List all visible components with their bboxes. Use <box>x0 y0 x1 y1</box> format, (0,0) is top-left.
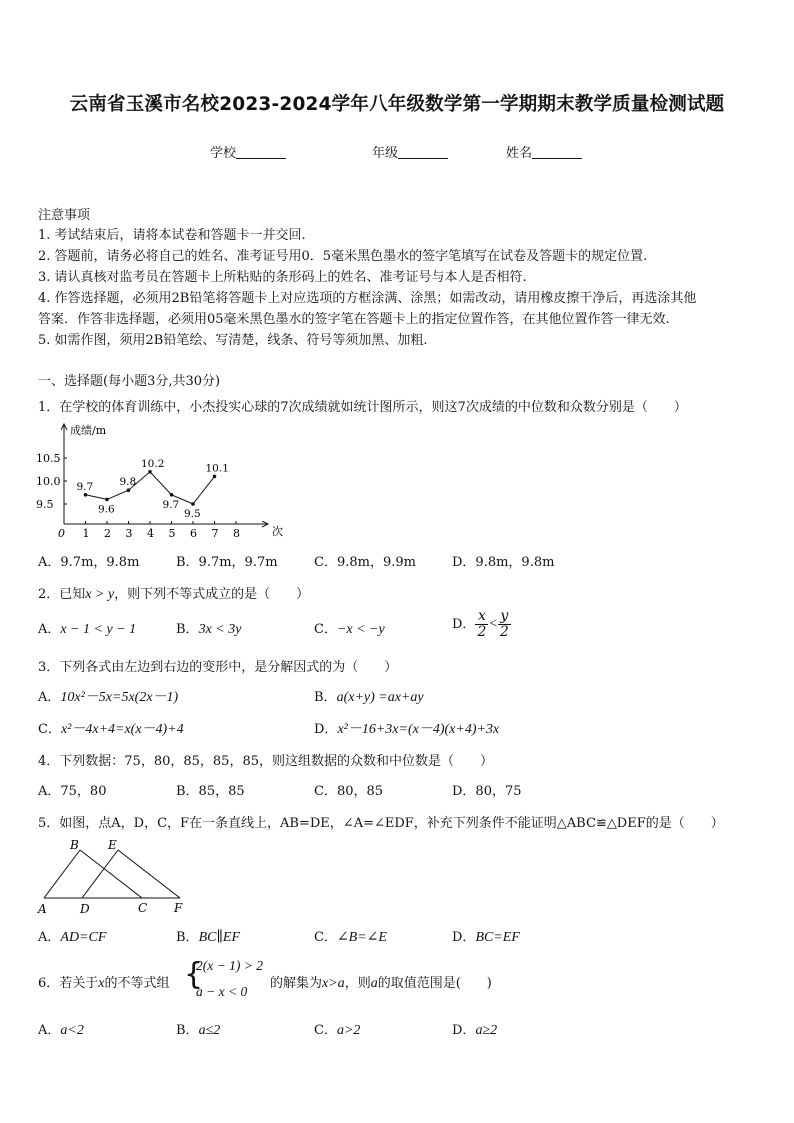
y-tick-label: 10.0 <box>36 475 61 488</box>
option-math: a<2 <box>60 1023 84 1038</box>
school-label: 学校 <box>210 146 237 161</box>
fraction-y-over-2: $\frac{y}{2}$ <box>499 608 509 640</box>
notes-heading: 注意事项 <box>38 208 91 223</box>
q2-stem <box>38 583 309 603</box>
q1-option-d[interactable]: D．9.8m，9.8m <box>452 555 555 570</box>
data-label: 9.7 <box>162 498 180 511</box>
option-label: D． <box>452 930 476 945</box>
data-label: 9.7 <box>76 480 94 493</box>
option-math: BC∥EF <box>198 930 241 945</box>
grade-field[interactable] <box>372 142 448 161</box>
q3-option-d[interactable] <box>314 718 499 738</box>
left-brace-icon: { <box>184 957 204 992</box>
option-math: x²－16+3x=(x－4)(x+4)+3x <box>337 722 500 737</box>
option-label: B． <box>176 622 199 637</box>
option-math: x²－4x+4=x(x－4)+4 <box>60 722 184 737</box>
data-point <box>170 493 174 497</box>
system-line-1: 2(x − 1) > 2 <box>196 958 263 973</box>
q5-option-c[interactable] <box>314 926 387 946</box>
x-tick-label: 3 <box>125 527 133 540</box>
q3-stem: 3．下列各式由左边到右边的变形中，是分解因式的为（ ） <box>38 660 398 675</box>
q5-option-d[interactable] <box>452 926 520 946</box>
q6-option-d[interactable] <box>452 1019 497 1039</box>
q1-line-chart <box>36 420 286 542</box>
q6-text-post1: 的解集为 <box>270 976 323 991</box>
q6-text-post2: ，则 <box>344 976 371 991</box>
y-axis-label: 成绩/m <box>70 424 107 437</box>
q3-option-b[interactable] <box>314 686 424 706</box>
option-label: C． <box>314 1023 337 1038</box>
grade-blank[interactable] <box>398 146 448 159</box>
q6-option-b[interactable] <box>176 1019 220 1039</box>
q1-option-c[interactable]: C．9.8m，9.9m <box>314 555 416 570</box>
option-math: BC=EF <box>475 930 520 945</box>
label-F: F <box>174 901 183 915</box>
exam-title: 云南省玉溪市名校2023-2024学年八年级数学第一学期期末教学质量检测试题 <box>69 94 725 115</box>
option-label: A． <box>38 622 61 637</box>
label-C: C <box>138 901 148 915</box>
data-point <box>191 502 195 506</box>
option-label: B． <box>176 1023 199 1038</box>
option-label: D． <box>314 722 338 737</box>
y-tick-label: 10.5 <box>36 452 61 465</box>
option-label: D． <box>452 1023 476 1038</box>
grade-label: 年级 <box>372 146 399 161</box>
q4-option-b[interactable]: B．85，85 <box>176 784 245 799</box>
x-tick-label: 6 <box>190 527 197 540</box>
option-label: C． <box>314 622 337 637</box>
option-math: 3x < 3y <box>198 622 242 637</box>
q5-stem: 5．如图，点A，D，C，F在一条直线上，AB=DE，∠A=∠EDF，补充下列条件不能证明△ABC≌△DEF的是（ ） <box>38 816 724 831</box>
q6-stem-pre <box>38 972 170 992</box>
q6-var-x: x <box>98 976 105 991</box>
less-than: < <box>488 616 498 632</box>
option-math: AD=CF <box>60 930 107 945</box>
note-item: 答案．作答非选择题，必须用05毫米黑色墨水的签字笔在答题卡上的指定位置作答，在其他位置作答一律无效. <box>38 312 670 327</box>
option-label: C． <box>38 722 61 737</box>
option-label: A． <box>38 1023 61 1038</box>
q2-option-a[interactable] <box>38 618 136 638</box>
option-math: a≥2 <box>475 1023 498 1038</box>
x-tick-label: 1 <box>82 527 90 540</box>
q1-stem: 1．在学校的体育训练中，小杰投实心球的7次成绩就如统计图所示，则这7次成绩的中位数和众数分别是（ ） <box>38 400 687 415</box>
q6-text-mid: 的不等式组 <box>104 976 170 991</box>
q6-option-a[interactable] <box>38 1019 84 1039</box>
data-label: 10.2 <box>141 457 165 470</box>
q5-triangle-figure <box>34 836 194 918</box>
x-tick-label: 4 <box>147 527 154 540</box>
data-label: 10.1 <box>205 462 229 475</box>
q5-option-a[interactable] <box>38 926 106 946</box>
section-heading: 一、选择题(每小题3分,共30分) <box>38 374 221 389</box>
label-D: D <box>80 902 90 916</box>
q2-stem-math: x > y <box>85 587 115 602</box>
option-label: B． <box>314 690 337 705</box>
segment-A-B <box>44 850 80 898</box>
note-item: 1. 考试结束后，请将本试卷和答题卡一并交回. <box>38 228 306 243</box>
q6-text-post3: 的取值范围是( ) <box>377 976 492 991</box>
note-item: 4. 作答选择题，必须用2B铅笔将答题卡上对应选项的方框涂满、涂黑；如需改动，请用橡皮擦干净后，再选涂其他 <box>38 291 697 306</box>
option-label: C． <box>314 930 337 945</box>
name-blank[interactable] <box>532 146 582 159</box>
segment-E-F <box>118 850 180 898</box>
q6-solution: x>a <box>322 976 345 991</box>
option-math: a>2 <box>336 1023 361 1038</box>
q2-option-d[interactable] <box>452 609 511 640</box>
q6-stem-post <box>270 972 492 992</box>
q3-option-c[interactable] <box>38 718 184 738</box>
x-tick-label: 2 <box>104 527 111 540</box>
q6-var-a: a <box>370 976 378 991</box>
name-label: 姓名 <box>506 146 533 161</box>
note-item: 3. 请认真核对监考员在答题卡上所粘贴的条形码上的姓名、准考证号与本人是否相符. <box>38 270 527 285</box>
segment-B-C <box>80 850 142 898</box>
x-axis-label: 次 <box>272 525 283 538</box>
label-B: B <box>70 838 79 852</box>
q5-option-b[interactable] <box>176 926 240 946</box>
data-point <box>105 498 109 502</box>
option-math: −x < −y <box>336 622 385 637</box>
label-E: E <box>108 838 117 852</box>
data-label: 9.5 <box>184 508 201 520</box>
school-blank[interactable] <box>236 146 286 159</box>
q2-option-b[interactable] <box>176 618 241 638</box>
label-A: A <box>38 902 47 916</box>
q4-stem: 4．下列数据：75，80，85，85，85，则这组数据的众数和中位数是（ ） <box>38 754 493 769</box>
option-label: D． <box>452 617 476 632</box>
option-label: B． <box>176 930 199 945</box>
note-item: 5. 如需作图，须用2B铅笔绘、写清楚，线条、符号等须加黑、加粗. <box>38 333 428 348</box>
option-label: A． <box>38 690 61 705</box>
y-tick-label: 9.5 <box>36 498 54 511</box>
system-line-2: a − x < 0 <box>196 984 248 999</box>
option-math: a(x+y) =ax+ay <box>336 690 424 705</box>
option-math: a≤2 <box>198 1023 221 1038</box>
name-field[interactable] <box>506 142 582 161</box>
x-tick-label: 7 <box>211 527 219 540</box>
q2-stem-post: ，则下列不等式成立的是（ ） <box>114 587 310 602</box>
q2-stem-pre: 2．已知 <box>38 587 86 602</box>
q6-option-c[interactable] <box>314 1019 360 1039</box>
data-label: 9.8 <box>119 476 137 489</box>
note-item: 2. 答题前，请务必将自己的姓名、准考证号用0．5毫米黑色墨水的签字笔填写在试卷及答题卡的规定位置. <box>38 249 648 264</box>
fraction-x-over-2: $\frac{x}{2}$ <box>477 608 487 640</box>
q2-option-c[interactable] <box>314 618 385 638</box>
q1-option-a[interactable]: A．9.7m，9.8m <box>38 555 140 570</box>
option-math: x − 1 < y − 1 <box>60 622 137 637</box>
x-tick-label: 8 <box>233 527 240 540</box>
segment-D-E <box>82 850 118 898</box>
data-label: 9.6 <box>98 503 115 516</box>
data-point <box>148 470 152 474</box>
school-field[interactable] <box>210 142 286 161</box>
data-point <box>127 488 131 492</box>
option-math: ∠B=∠E <box>336 930 387 945</box>
option-label: A． <box>38 930 61 945</box>
q1-option-b[interactable]: B．9.7m，9.7m <box>176 555 278 570</box>
x-tick-label: 0 <box>58 527 65 540</box>
option-math: 10x²－5x=5x(2x－1) <box>60 690 179 705</box>
q4-option-c[interactable]: C．80，85 <box>314 784 384 799</box>
q4-option-d[interactable]: D．80，75 <box>452 784 522 799</box>
q4-option-a[interactable]: A．75，80 <box>38 784 107 799</box>
q6-text-pre: 6．若关于 <box>38 976 99 991</box>
q3-option-a[interactable] <box>38 686 178 706</box>
x-tick-label: 5 <box>168 527 176 540</box>
series-line <box>86 472 215 504</box>
data-point <box>213 475 217 479</box>
data-point <box>84 493 88 497</box>
